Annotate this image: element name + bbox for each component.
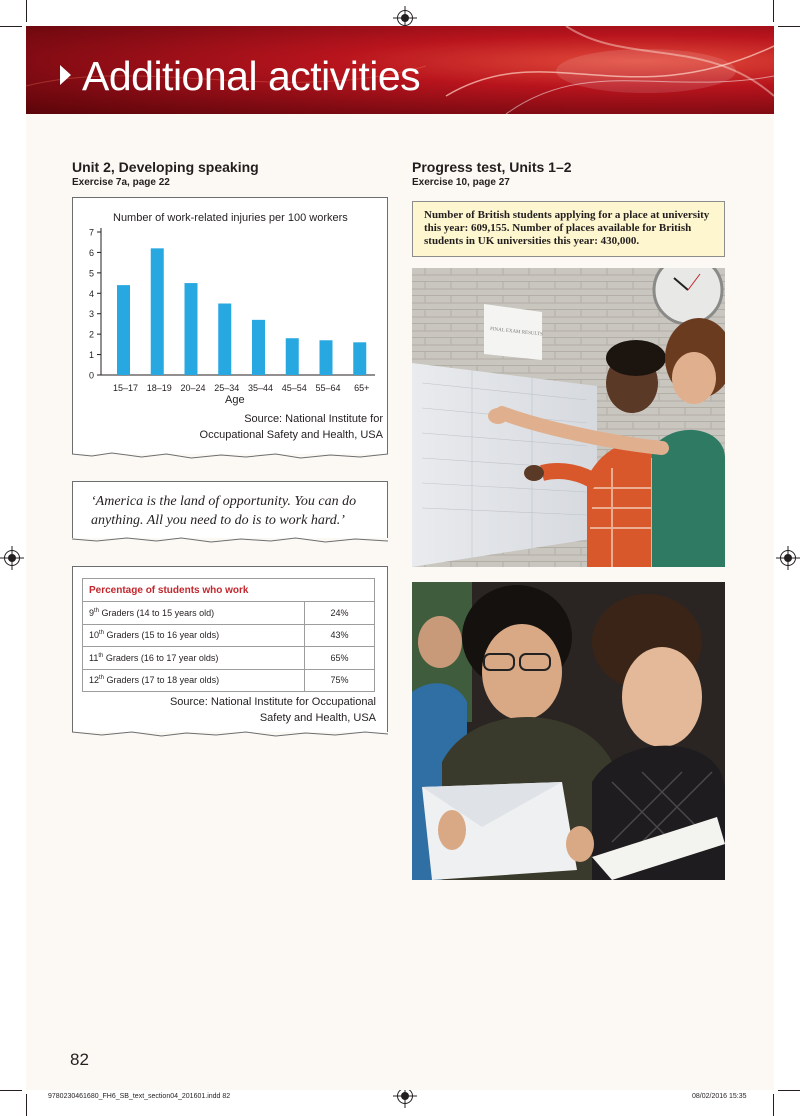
- grade-number: 9: [89, 607, 95, 618]
- grade-suffix: th: [99, 630, 105, 637]
- torn-edge: [72, 730, 388, 738]
- students-reading-illustration: [412, 582, 725, 880]
- chart-source-line-1: Source: National Institute for: [244, 413, 383, 425]
- chart-bar: [252, 320, 265, 375]
- right-section-subtitle: Exercise 10, page 27: [412, 177, 510, 188]
- university-places-factbox: [412, 201, 725, 257]
- footer-timestamp: 08/02/2016 15:35: [692, 1093, 747, 1100]
- chart-y-tick-label: 5: [88, 268, 94, 279]
- crop-mark: [773, 1094, 774, 1116]
- chart-y-tick-label: 6: [88, 247, 94, 258]
- table-source-line-1: Source: National Institute for Occupational: [169, 696, 376, 708]
- crop-mark: [0, 1090, 22, 1091]
- chart-bar: [185, 283, 198, 375]
- banner-arrow-icon: [60, 65, 71, 85]
- table-header-row: [83, 579, 375, 602]
- chart-y-tick-label: 0: [88, 370, 94, 381]
- table-row: [83, 647, 375, 670]
- chart-x-tick-label: 65+: [354, 383, 370, 393]
- grade-suffix: th: [99, 675, 105, 682]
- grade-label: Graders (14 to 15 years old): [99, 607, 215, 618]
- torn-edge: [72, 452, 388, 460]
- right-section-title: Progress test, Units 1–2: [412, 159, 572, 175]
- chart-x-tick-label: 18–19: [146, 383, 172, 393]
- chart-bar: [151, 248, 164, 375]
- grade-suffix: th: [94, 607, 100, 614]
- registration-mark: [397, 1088, 413, 1104]
- left-section-title: Unit 2, Developing speaking: [72, 159, 259, 175]
- quote-line-1: ‘America is the land of opportunity. You can do: [91, 494, 357, 509]
- factbox-line-2: this year: 609,155. Number of places available for British: [424, 222, 692, 234]
- chart-bar: [320, 340, 333, 375]
- table-cell-value: 24%: [305, 602, 375, 625]
- chart-x-tick-label: 35–44: [247, 383, 274, 393]
- bar-chart: [73, 198, 389, 408]
- chart-bar: [286, 338, 299, 375]
- chart-x-axis-label: Age: [225, 394, 245, 406]
- table-header: Percentage of students who work: [83, 579, 375, 602]
- registration-mark: [4, 550, 20, 566]
- chart-x-tick-label: 55–64: [315, 383, 341, 393]
- chart-source-line-2: Occupational Safety and Health, USA: [199, 429, 383, 441]
- chart-bar: [353, 342, 366, 375]
- table-source: [82, 694, 376, 726]
- chart-y-tick-label: 2: [88, 329, 94, 340]
- table-cell-grade: [83, 647, 305, 670]
- chart-y-tick-label: 1: [88, 350, 94, 361]
- footer-filename: 9780230461680_FH6_SB_text_section04_201601.indd 82: [48, 1093, 231, 1100]
- table-cell-value: 75%: [305, 669, 375, 692]
- chart-x-tick-label: 20–24: [180, 383, 206, 393]
- chart-x-tick-label: 45–54: [281, 383, 307, 393]
- chart-x-tick-label: 25–34: [214, 383, 240, 393]
- table-cell-value: 43%: [305, 624, 375, 647]
- table-cell-value: 65%: [305, 647, 375, 670]
- quote-card: [72, 481, 388, 538]
- chart-y-tick-label: 7: [88, 227, 94, 238]
- chart-y-tick-label: 3: [88, 309, 94, 320]
- page-title: Additional activities: [82, 53, 421, 99]
- crop-mark: [778, 26, 800, 27]
- table-source-line-2: Safety and Health, USA: [259, 712, 376, 724]
- students-work-table: [82, 578, 375, 692]
- injury-chart-card: [72, 197, 388, 454]
- chart-bar: [218, 304, 231, 376]
- chart-title: Number of work-related injuries per 100 workers: [113, 212, 348, 224]
- crop-mark: [778, 1090, 800, 1091]
- table-cell-grade: [83, 602, 305, 625]
- crop-mark: [26, 1094, 27, 1116]
- grade-number: 12: [89, 675, 100, 686]
- left-section-subtitle: Exercise 7a, page 22: [72, 177, 170, 188]
- factbox-line-3: students in UK universities this year: 430,000.: [424, 235, 640, 247]
- grade-suffix: th: [98, 652, 104, 659]
- chart-x-tick-label: 15–17: [112, 383, 139, 393]
- factbox-line-1: Number of British students applying for a place at university: [424, 209, 710, 221]
- crop-mark: [26, 0, 27, 22]
- grade-label: Graders (17 to 18 year olds): [104, 675, 220, 686]
- page-number: 82: [70, 1050, 89, 1069]
- grade-number: 11: [89, 652, 99, 663]
- results-sign-text: FINAL EXAM RESULTS: [489, 327, 543, 338]
- grade-label: Graders (15 to 16 year olds): [104, 630, 220, 641]
- table-row: [83, 624, 375, 647]
- chart-bar: [117, 285, 130, 375]
- torn-edge: [72, 536, 388, 544]
- photo-students-reading-letters: [412, 582, 725, 880]
- chart-y-tick-label: 4: [88, 288, 94, 299]
- table-row: [83, 602, 375, 625]
- header-banner: [26, 26, 774, 114]
- table-row: [83, 669, 375, 692]
- exam-results-illustration: [412, 268, 725, 567]
- crop-mark: [0, 26, 22, 27]
- grade-label: Graders (16 to 17 year olds): [103, 652, 219, 663]
- registration-mark: [780, 550, 796, 566]
- quote-text: [91, 492, 356, 530]
- chart-source: [200, 411, 383, 443]
- photo-exam-results-board: [412, 268, 725, 567]
- quote-line-2: anything. All you need to do is to work hard.’: [91, 513, 345, 528]
- grade-number: 10: [89, 630, 100, 641]
- registration-mark: [397, 10, 413, 26]
- crop-mark: [773, 0, 774, 22]
- table-cell-grade: [83, 669, 305, 692]
- table-cell-grade: [83, 624, 305, 647]
